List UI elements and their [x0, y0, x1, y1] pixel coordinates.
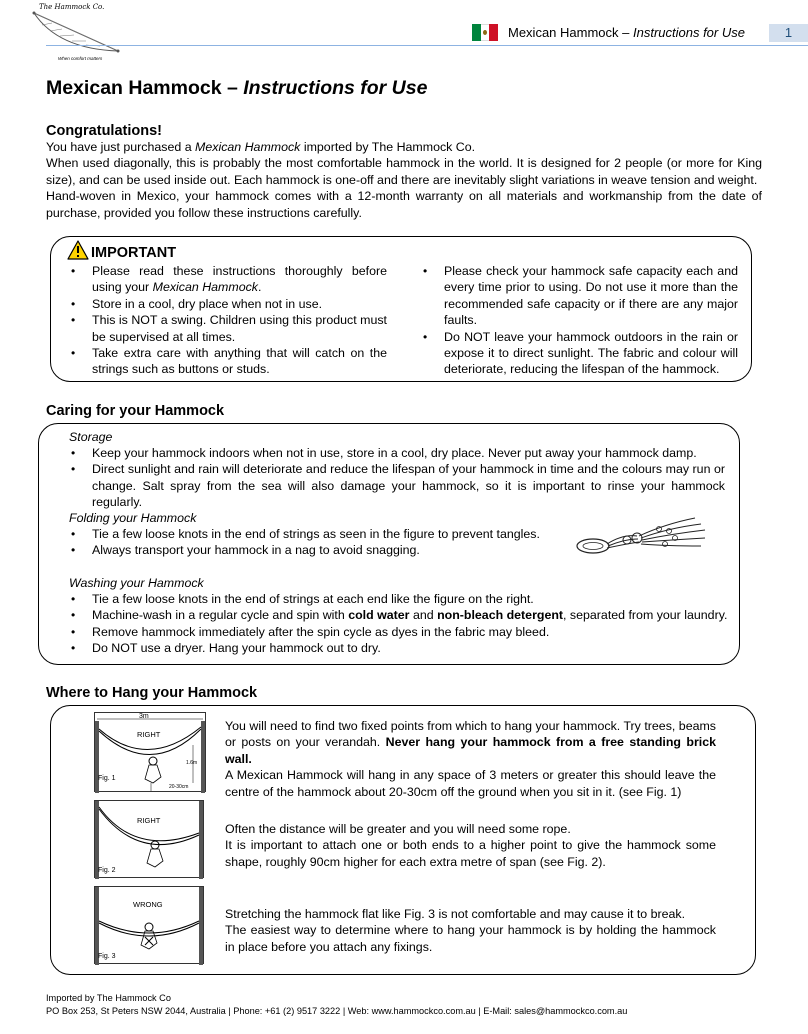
logo-name: The Hammock Co.	[39, 3, 105, 11]
fig3-label: Fig. 3	[98, 953, 116, 960]
knotted-strings-illustration	[575, 514, 711, 562]
fig1-clearance-label: 20-30cm	[169, 784, 189, 790]
list-item: • Keep your hammock indoors when not in use, store in a cool, dry place. Never put away your hammock damp.	[69, 445, 725, 461]
list-item: • Please read these instructions thoroughly before using your Mexican Hammock.	[69, 263, 387, 296]
washing-subheading: Washing your Hammock	[69, 576, 204, 590]
hang-heading: Where to Hang your Hammock	[46, 685, 258, 701]
page-number: 1	[769, 24, 808, 42]
storage-list	[69, 445, 725, 511]
fig1-span-label: 3m	[139, 713, 149, 720]
header-title: Mexican Hammock – Instructions for Use	[508, 25, 745, 40]
list-item: • Remove hammock immediately after the spin cycle as dyes in the fabric may bleed.	[69, 624, 733, 640]
figure-1	[94, 712, 206, 792]
logo-tagline: When comfort matters	[58, 56, 103, 61]
caring-box	[38, 423, 740, 665]
fig1-verdict: RIGHT	[137, 730, 161, 739]
fig1-label: Fig. 1	[98, 775, 116, 782]
congrats-heading: Congratulations!	[46, 123, 162, 139]
hang-text-2: Often the distance will be greater and you will need some rope. It is important to attach one or both ends to a higher point to give the hammock some shape, roughly 90cm higher for each extra metre of span (see Fig. 2).	[225, 822, 716, 869]
list-item: • Machine-wash in a regular cycle and spin with cold water and non-bleach detergent, separated from your laundry.	[69, 607, 733, 623]
list-item: • Tie a few loose knots in the end of strings as seen in the figure to prevent tangles.	[69, 526, 549, 542]
figure-3	[94, 886, 204, 964]
list-item: • Store in a cool, dry place when not in use.	[69, 296, 387, 312]
hang-text-3: Stretching the hammock flat like Fig. 3 is not comfortable and may cause it to break. The easiest way to determine where to hang your hammock is by holding the hammock in place before you attach any fixings.	[225, 907, 716, 954]
important-right-list	[421, 263, 738, 378]
fig3-verdict: WRONG	[133, 900, 163, 909]
folding-list	[69, 526, 549, 559]
figure-2	[94, 800, 204, 878]
hang-text-1: You will need to find two fixed points from which to hang your hammock. Try trees, beams or posts on your verandah. Never hang your hammock from a free standing brick wall. A Mexican Hammock will hang in any space of 3 meters or greater this should leave the centre of the hammock about 20-30cm off the ground when you sit in it. (see Fig. 1)	[225, 719, 716, 799]
fig1-height-label: 1.6m	[186, 760, 198, 766]
folding-subheading: Folding your Hammock	[69, 511, 197, 525]
congrats-para3: Hand-woven in Mexico, your hammock comes with a 12-month warranty on all materials and workmanship from the date of purchase, provided you follow these instructions carefully.	[46, 189, 762, 220]
fig2-verdict: RIGHT	[137, 816, 161, 825]
congrats-para2: When used diagonally, this is probably the most comfortable hammock in the world. It is designed for 2 people (or more for King size), and can be used inside out. Each hammock is one-off and there are inevitably slight variations in weave tension and weight.	[46, 156, 762, 187]
fig2-label: Fig. 2	[98, 867, 116, 874]
washing-list	[69, 591, 733, 657]
header-divider	[46, 45, 808, 46]
caring-heading: Caring for your Hammock	[46, 403, 225, 419]
list-item: • This is NOT a swing. Children using this product must be supervised at all times.	[69, 312, 387, 345]
page-title: Mexican Hammock – Instructions for Use	[46, 77, 428, 99]
footer-contact: PO Box 253, St Peters NSW 2044, Australia | Phone: +61 (2) 9517 3222 | Web: www.hammockco.com.au | E-Mail: sales@hammockco.com.au	[46, 1006, 628, 1016]
important-heading: IMPORTANT	[91, 245, 177, 261]
footer-importer: Imported by The Hammock Co	[46, 993, 171, 1003]
important-box	[50, 236, 752, 382]
list-item: • Do NOT leave your hammock outdoors in the rain or expose it to direct sunlight. The fabric and colour will deteriorate, reducing the lifespan of the hammock.	[421, 329, 738, 378]
congrats-text	[46, 139, 762, 221]
storage-subheading: Storage	[69, 430, 113, 444]
footer	[46, 992, 627, 1018]
important-left-list	[69, 263, 387, 378]
list-item: • Always transport your hammock in a nag to avoid snagging.	[69, 542, 549, 558]
mexico-flag-icon	[472, 24, 498, 41]
list-item: • Tie a few loose knots in the end of strings at each end like the figure on the right.	[69, 591, 733, 607]
list-item: • Direct sunlight and rain will deteriorate and reduce the lifespan of your hammock in time and the colours may run or change. Salt spray from the sea will also damage your hammock, so it is important to rinse your hammock regularly.	[69, 461, 725, 510]
list-item: • Take extra care with anything that will catch on the strings such as buttons or studs.	[69, 345, 387, 378]
list-item: • Please check your hammock safe capacity each and every time prior to using. Do not use it more than the recommended safe capacity or if there are any major faults.	[421, 263, 738, 329]
warning-icon	[67, 240, 89, 260]
congrats-line1: You have just purchased a Mexican Hammock imported by The Hammock Co.	[46, 140, 476, 154]
list-item: • Do NOT use a dryer. Hang your hammock out to dry.	[69, 640, 733, 656]
